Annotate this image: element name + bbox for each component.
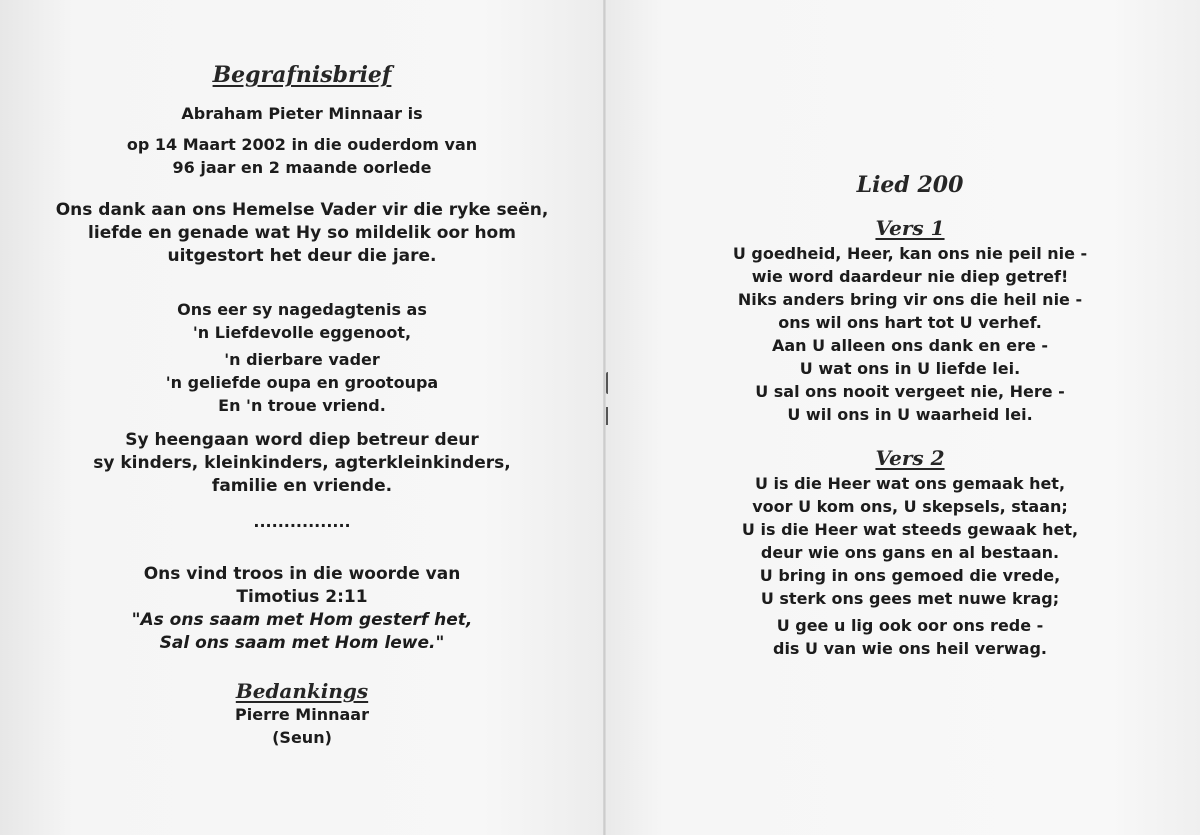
hymn-title: Lied 200 — [856, 172, 964, 198]
thanks-line: uitgestort het deur die jare. — [167, 246, 437, 266]
memory-line: En 'n troue vriend. — [218, 396, 386, 415]
verse-line: U sal ons nooit vergeet nie, Here - — [755, 382, 1065, 401]
memory-line: Ons eer sy nagedagtenis as — [177, 300, 427, 319]
comfort-line: Timotius 2:11 — [236, 587, 368, 607]
memory-line: 'n geliefde oupa en grootoupa — [165, 373, 439, 392]
acknowledgement-relation: (Seun) — [272, 728, 332, 747]
comfort-line: Ons vind troos in die woorde van — [143, 564, 461, 584]
left-column — [40, 62, 564, 749]
quote-line: "As ons saam met Hom gesterf het, — [131, 610, 473, 630]
verse-line: ons wil ons hart tot U verhef. — [778, 313, 1042, 332]
verse-line: Niks anders bring vir ons die heil nie - — [737, 290, 1083, 309]
intro-line: op 14 Maart 2002 in die ouderdom van — [126, 135, 478, 154]
verse-line: deur wie ons gans en al bestaan. — [760, 543, 1060, 562]
thanks-block — [40, 199, 564, 268]
mourned-line: Sy heengaan word diep betreur deur — [125, 430, 479, 450]
verse-line: voor U kom ons, U skepsels, staan; — [752, 497, 1068, 516]
staple-mark — [606, 372, 611, 394]
verse-line: U wil ons in U waarheid lei. — [787, 405, 1033, 424]
verse-line: dis U van wie ons heil verwag. — [772, 639, 1047, 658]
verse-line: U gee u lig ook oor ons rede - — [776, 616, 1044, 635]
intro-line: Abraham Pieter Minnaar is — [181, 104, 423, 123]
verse-1 — [700, 216, 1120, 426]
mourned-line: familie en vriende. — [211, 476, 393, 496]
verse-title: Vers 1 — [875, 216, 945, 240]
comfort-block — [40, 563, 564, 655]
thanks-line: Ons dank aan ons Hemelse Vader vir die ryke seën, — [55, 200, 549, 220]
acknowledgements-title: Bedankings — [235, 679, 369, 703]
intro-line: 96 jaar en 2 maande oorlede — [172, 158, 432, 177]
verse-line: U wat ons in U liefde lei. — [799, 359, 1021, 378]
thanks-line: liefde en genade wat Hy so mildelik oor hom — [88, 223, 516, 243]
verse-2 — [700, 446, 1120, 660]
verse-line: U sterk ons gees met nuwe krag; — [760, 589, 1060, 608]
verse-line: U is die Heer wat ons gemaak het, — [754, 474, 1066, 493]
quote-line: Sal ons saam met Hom lewe." — [159, 633, 445, 653]
memory-line: 'n Liefdevolle eggenoot, — [192, 323, 412, 342]
memory-block — [40, 298, 564, 417]
memory-line: 'n dierbare vader — [224, 350, 380, 369]
mourned-line: sy kinders, kleinkinders, agterkleinkinders, — [93, 453, 511, 473]
staple-mark — [606, 407, 608, 425]
verse-line: Aan U alleen ons dank en ere - — [771, 336, 1049, 355]
verse-line: U goedheid, Heer, kan ons nie peil nie - — [732, 244, 1088, 263]
right-column — [700, 172, 1120, 660]
page-title: Begrafnisbrief — [212, 62, 392, 88]
intro-block — [40, 102, 564, 179]
verse-line: U is die Heer wat steeds gewaak het, — [741, 520, 1079, 539]
verse-line: U bring in ons gemoed die vrede, — [759, 566, 1061, 585]
mourned-block — [40, 429, 564, 498]
separator: ................ — [253, 512, 351, 531]
verse-title: Vers 2 — [875, 446, 945, 470]
acknowledgement-name: Pierre Minnaar — [235, 705, 369, 724]
verse-line: wie word daardeur nie diep getref! — [751, 267, 1069, 286]
